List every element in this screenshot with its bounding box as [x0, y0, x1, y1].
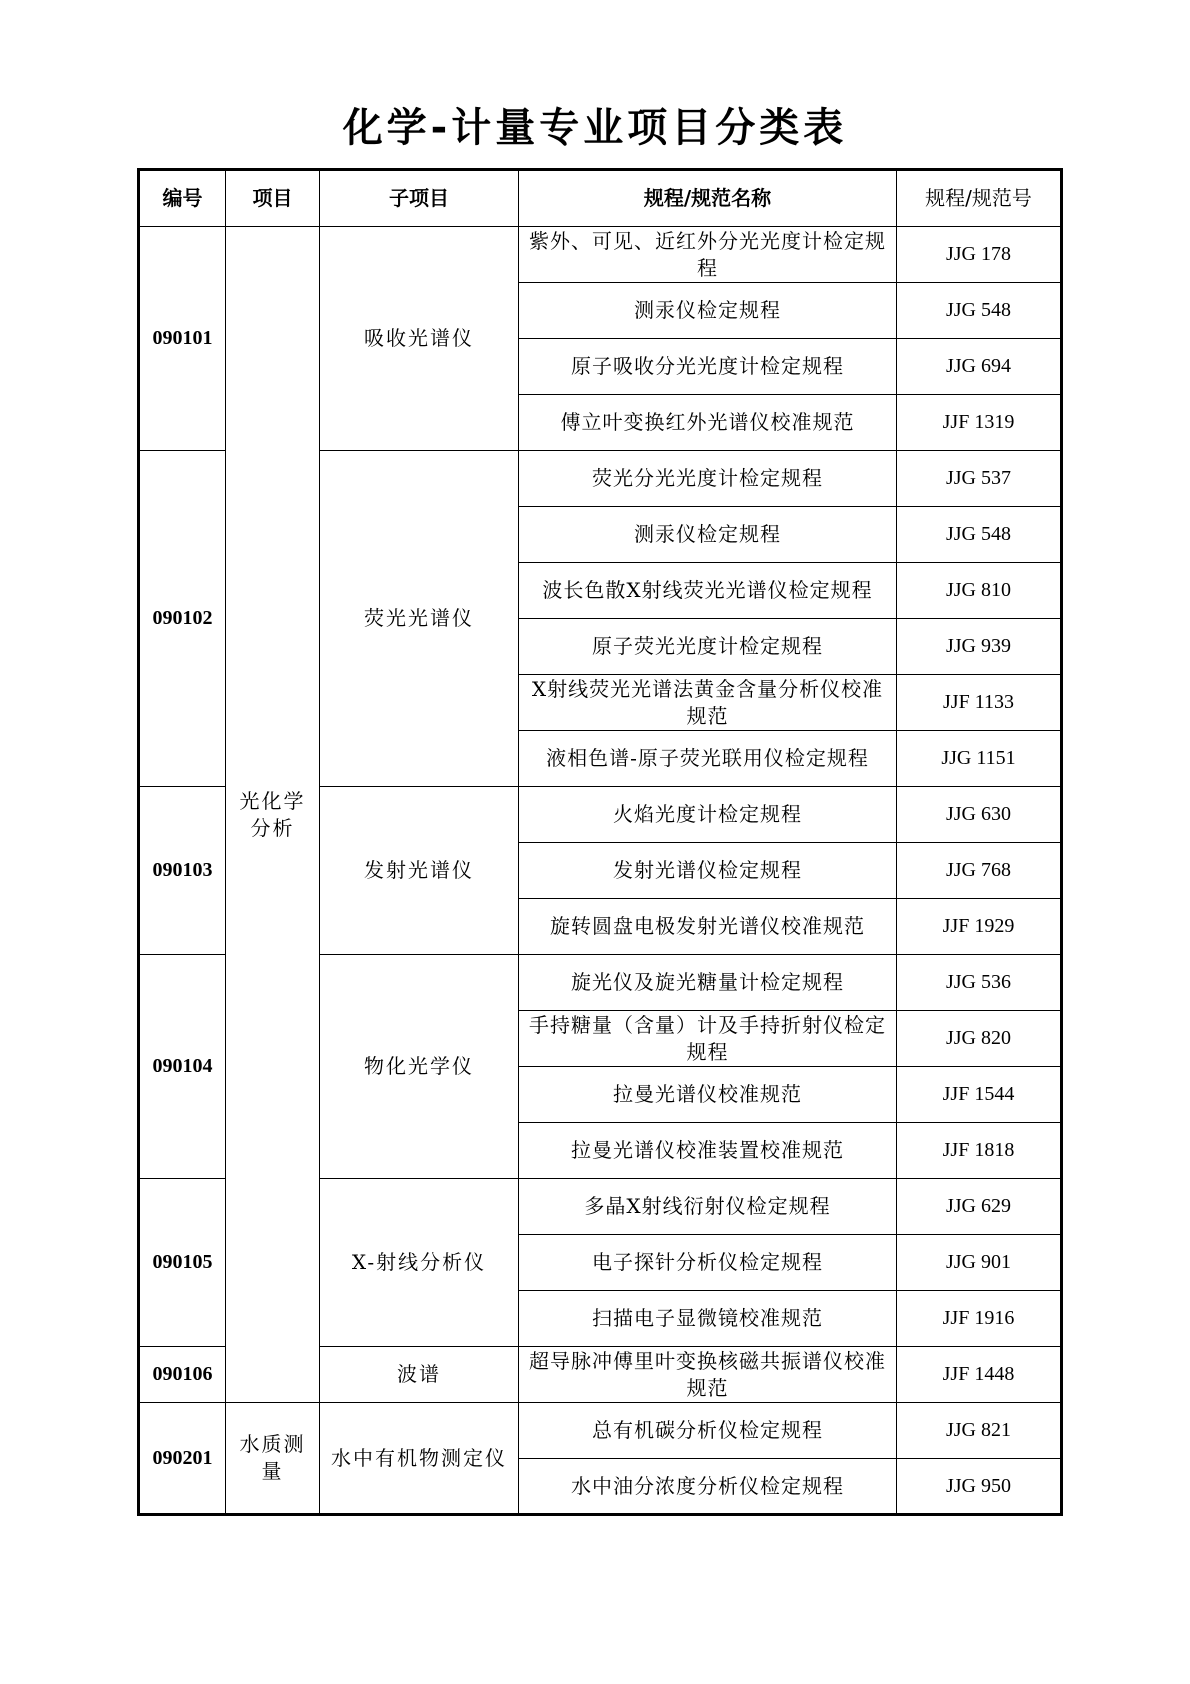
- subproject-cell: 发射光谱仪: [320, 787, 519, 955]
- table-row: [139, 1403, 1062, 1459]
- spec-no-cell: JJG 548: [897, 507, 1062, 563]
- subproject-cell: 物化光学仪: [320, 955, 519, 1179]
- spec-name-cell: 原子荧光光度计检定规程: [519, 619, 897, 675]
- subproject-cell: 波谱: [320, 1347, 519, 1403]
- spec-no-cell: JJF 1319: [897, 395, 1062, 451]
- table-row: [139, 227, 1062, 283]
- spec-name-cell: 旋转圆盘电极发射光谱仪校准规范: [519, 899, 897, 955]
- spec-no-cell: JJG 821: [897, 1403, 1062, 1459]
- spec-name-cell: 电子探针分析仪检定规程: [519, 1235, 897, 1291]
- spec-no-cell: JJG 950: [897, 1459, 1062, 1515]
- subproject-cell: 荧光光谱仪: [320, 451, 519, 787]
- code-cell: 090106: [139, 1347, 226, 1403]
- header-subproject: 子项目: [320, 170, 519, 227]
- subproject-cell: 水中有机物测定仪: [320, 1403, 519, 1515]
- spec-no-cell: JJG 1151: [897, 731, 1062, 787]
- classification-table: [137, 168, 1063, 1516]
- spec-no-cell: JJG 537: [897, 451, 1062, 507]
- spec-no-cell: JJF 1544: [897, 1067, 1062, 1123]
- spec-no-cell: JJG 630: [897, 787, 1062, 843]
- code-cell: 090103: [139, 787, 226, 955]
- subproject-cell: X-射线分析仪: [320, 1179, 519, 1347]
- spec-no-cell: JJG 536: [897, 955, 1062, 1011]
- spec-name-cell: 总有机碳分析仪检定规程: [519, 1403, 897, 1459]
- header-project: 项目: [226, 170, 320, 227]
- spec-no-cell: JJG 694: [897, 339, 1062, 395]
- spec-name-cell: 超导脉冲傅里叶变换核磁共振谱仪校准规范: [519, 1347, 897, 1403]
- header-spec-no: 规程/规范号: [897, 170, 1062, 227]
- spec-no-cell: JJF 1133: [897, 675, 1062, 731]
- code-cell: 090105: [139, 1179, 226, 1347]
- spec-no-cell: JJG 548: [897, 283, 1062, 339]
- spec-name-cell: 波长色散X射线荧光光谱仪检定规程: [519, 563, 897, 619]
- spec-name-cell: 紫外、可见、近红外分光光度计检定规程: [519, 227, 897, 283]
- spec-name-cell: 扫描电子显微镜校准规范: [519, 1291, 897, 1347]
- spec-name-cell: 拉曼光谱仪校准规范: [519, 1067, 897, 1123]
- header-code: 编号: [139, 170, 226, 227]
- spec-name-cell: 测汞仪检定规程: [519, 283, 897, 339]
- spec-name-cell: 多晶X射线衍射仪检定规程: [519, 1179, 897, 1235]
- spec-no-cell: JJG 820: [897, 1011, 1062, 1067]
- spec-no-cell: JJG 901: [897, 1235, 1062, 1291]
- spec-no-cell: JJG 629: [897, 1179, 1062, 1235]
- spec-no-cell: JJF 1929: [897, 899, 1062, 955]
- spec-no-cell: JJF 1916: [897, 1291, 1062, 1347]
- table-header-row: [139, 170, 1062, 227]
- spec-name-cell: 火焰光度计检定规程: [519, 787, 897, 843]
- spec-no-cell: JJG 810: [897, 563, 1062, 619]
- spec-name-cell: 原子吸收分光光度计检定规程: [519, 339, 897, 395]
- code-cell: 090201: [139, 1403, 226, 1515]
- spec-name-cell: 发射光谱仪检定规程: [519, 843, 897, 899]
- spec-name-cell: 傅立叶变换红外光谱仪校准规范: [519, 395, 897, 451]
- code-cell: 090102: [139, 451, 226, 787]
- page-title: 化学-计量专业项目分类表: [342, 105, 848, 151]
- project-cell: 光化学分析: [226, 227, 320, 1403]
- code-cell: 090104: [139, 955, 226, 1179]
- spec-no-cell: JJG 178: [897, 227, 1062, 283]
- spec-no-cell: JJF 1818: [897, 1123, 1062, 1179]
- spec-name-cell: 液相色谱-原子荧光联用仪检定规程: [519, 731, 897, 787]
- spec-no-cell: JJG 939: [897, 619, 1062, 675]
- spec-no-cell: JJG 768: [897, 843, 1062, 899]
- project-cell: 水质测量: [226, 1403, 320, 1515]
- spec-name-cell: 拉曼光谱仪校准装置校准规范: [519, 1123, 897, 1179]
- spec-name-cell: 水中油分浓度分析仪检定规程: [519, 1459, 897, 1515]
- spec-name-cell: X射线荧光光谱法黄金含量分析仪校准规范: [519, 675, 897, 731]
- spec-name-cell: 荧光分光光度计检定规程: [519, 451, 897, 507]
- spec-name-cell: 测汞仪检定规程: [519, 507, 897, 563]
- header-spec-name: 规程/规范名称: [519, 170, 897, 227]
- code-cell: 090101: [139, 227, 226, 451]
- spec-name-cell: 手持糖量（含量）计及手持折射仪检定规程: [519, 1011, 897, 1067]
- spec-no-cell: JJF 1448: [897, 1347, 1062, 1403]
- spec-name-cell: 旋光仪及旋光糖量计检定规程: [519, 955, 897, 1011]
- subproject-cell: 吸收光谱仪: [320, 227, 519, 451]
